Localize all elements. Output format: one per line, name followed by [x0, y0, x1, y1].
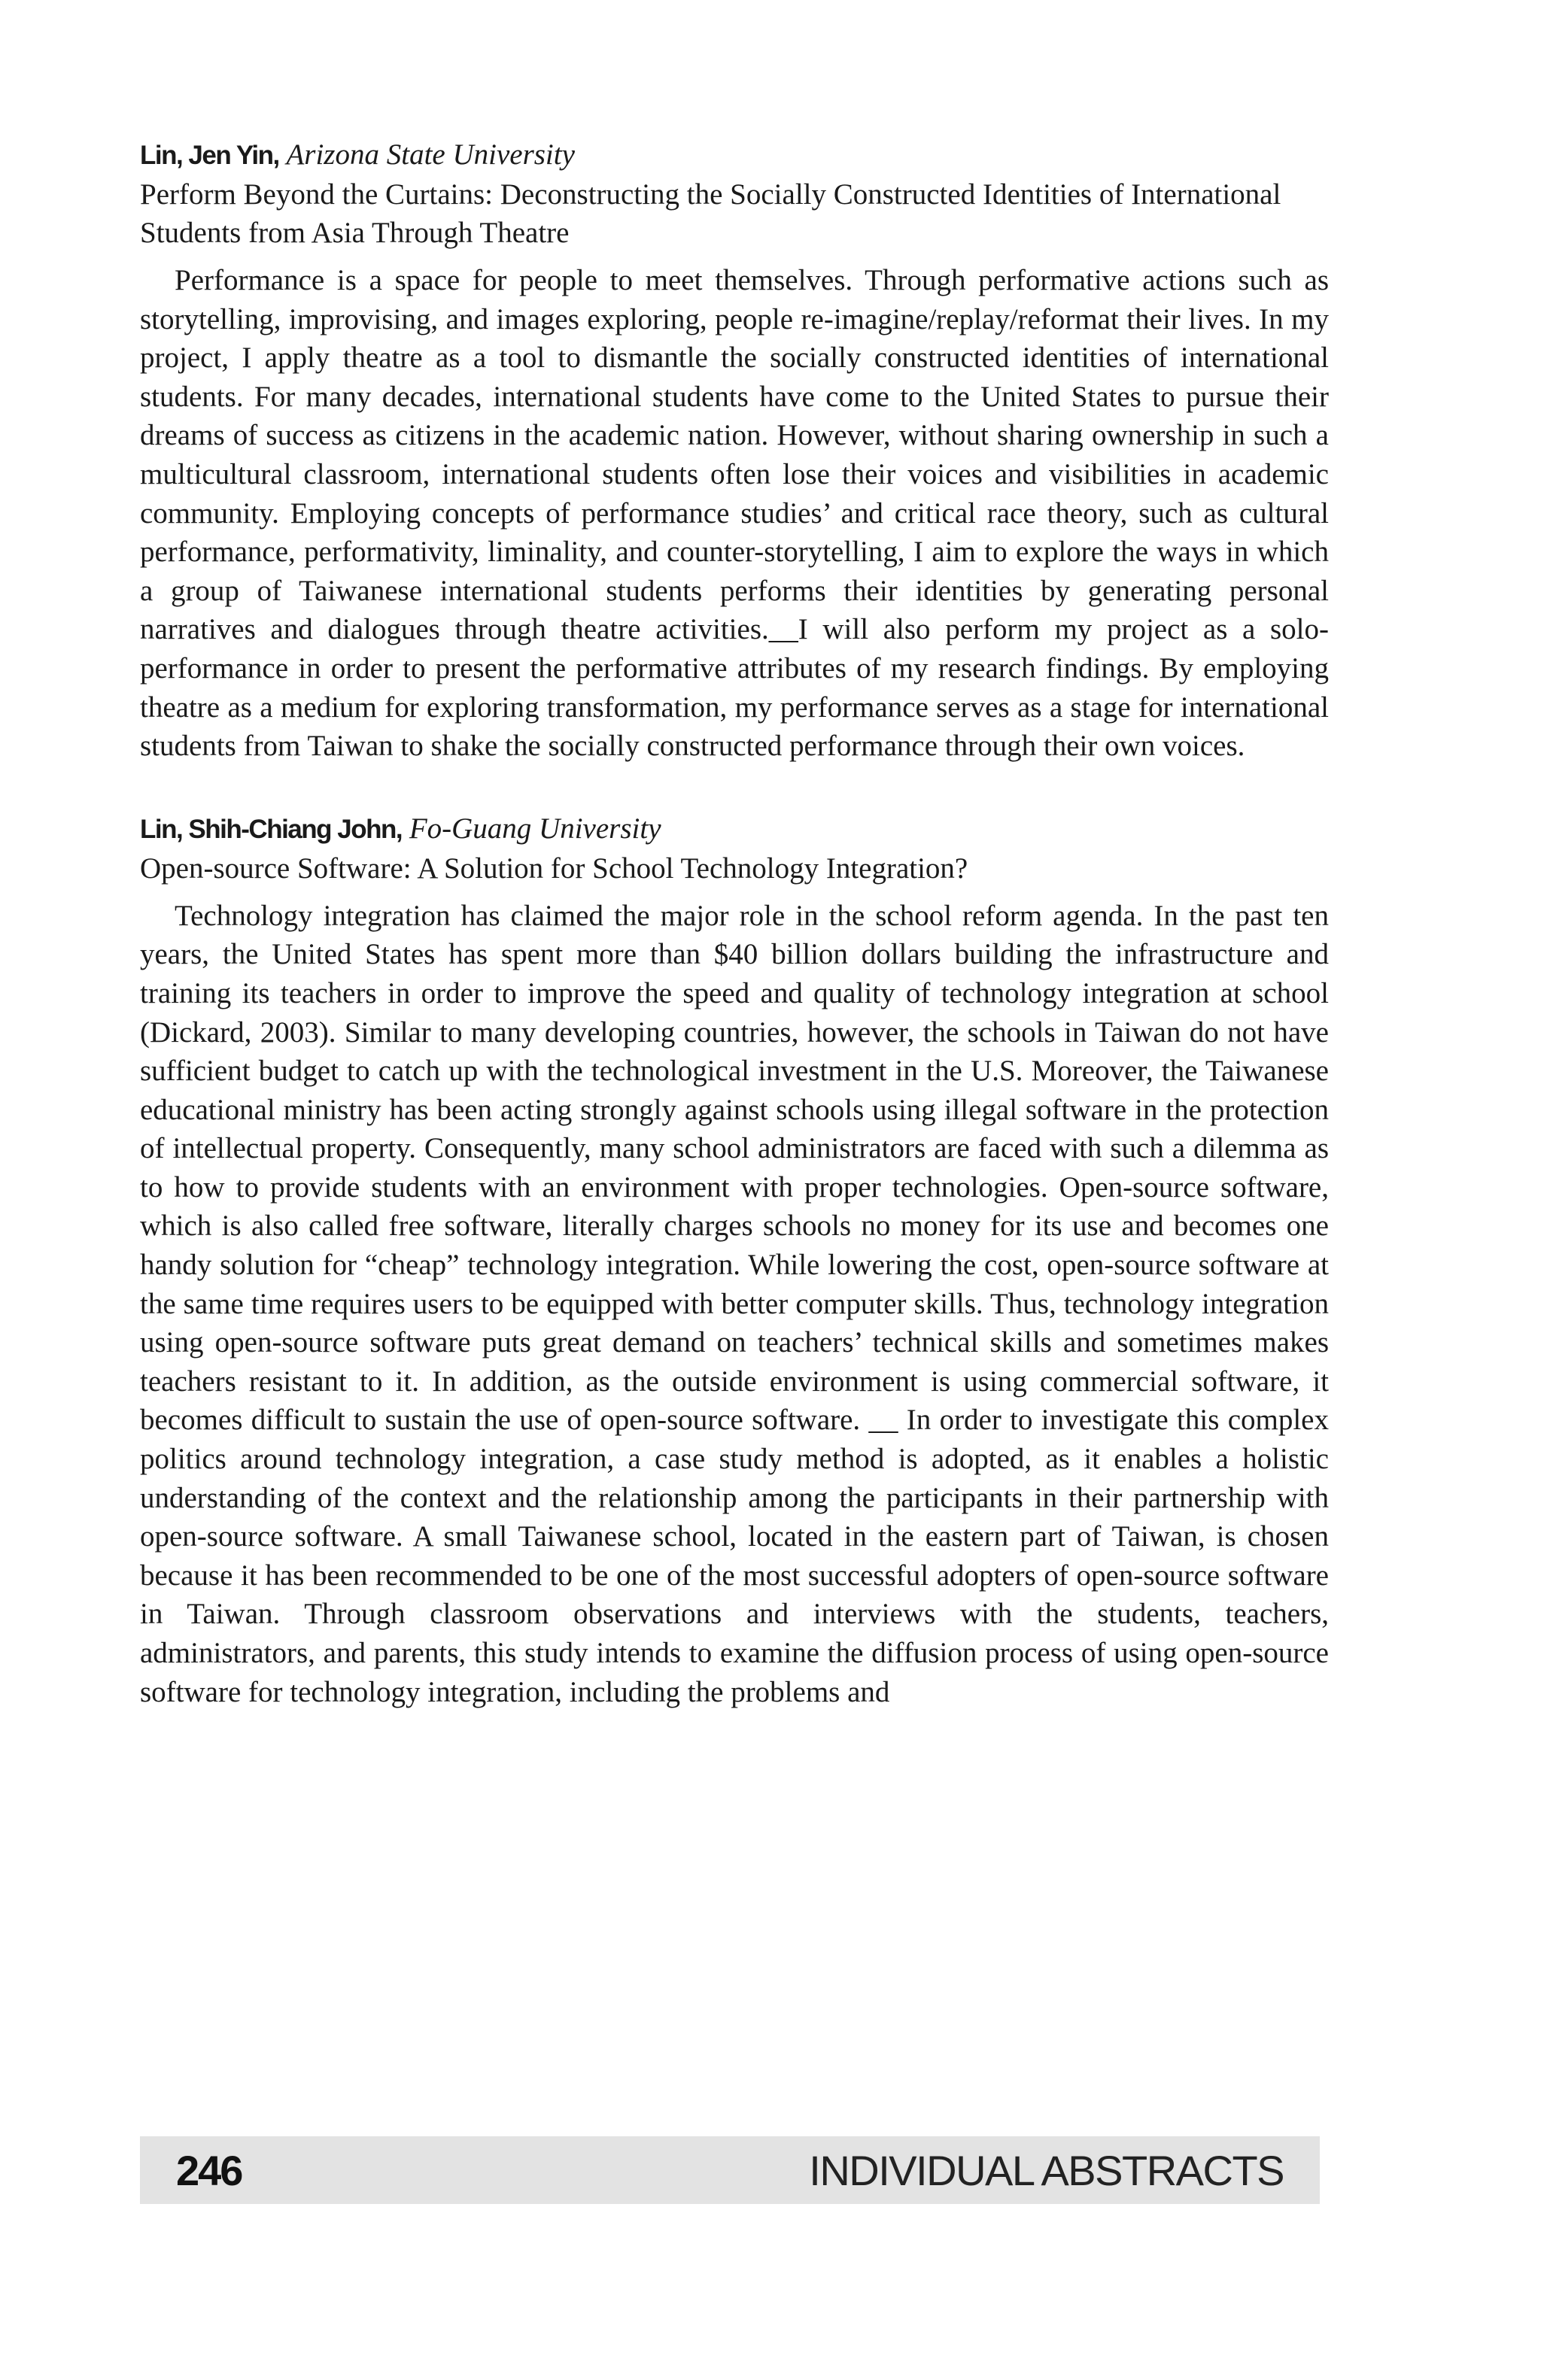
affiliation: Fo-Guang University: [409, 812, 661, 845]
author-name: Lin, Jen Yin,: [140, 141, 279, 170]
author-name: Lin, Shih-Chiang John,: [140, 814, 403, 844]
author-line: [140, 809, 1329, 849]
abstract-body: Technology integration has claimed the major role in the school reform agenda. In the past ten years, the United States has spent more than $40 billion dollars building the infrastructure and training its teachers in order to improve the speed and quality of technology integration at school (Dickard, 2003). Similar to many developing countries, however, the schools in Taiwan do not have sufficient budget to catch up with the technological investment in the U.S. Moreover, the Taiwanese educational ministry has been acting strongly against schools using illegal software in the protection of intellectual property. Consequently, many school administrators are faced with such a dilemma as to how to provide students with an environment with proper technologies. Open-source software, which is also called free software, literally charges schools no money for its use and becomes one handy solution for “cheap” technology integration. While lowering the cost, open-source software at the same time requires users to be equipped with better computer skills. Thus, technology integration using open-source software puts great demand on teachers’ technical skills and sometimes makes teachers resistant to it. In addition, as the outside environment is using commercial software, it becomes difficult to sustain the use of open-source software. __ In order to investigate this complex politics around technology integration, a case study method is adopted, as it enables a holistic understanding of the context and the relationship among the participants in their partnership with open-source software. A small Taiwanese school, located in the eastern part of Taiwan, is chosen because it has been recommended to be one of the most successful adopters of open-source software in Taiwan. Through classroom observations and interviews with the students, teachers, administrators, and parents, this study intends to examine the diffusion process of using open-source software for technology integration, including the problems and: [140, 899, 1329, 1708]
abstract-body: Performance is a space for people to meet themselves. Through performative actions such as storytelling, improvising, and images exploring, people re-imagine/replay/reformat their lives. In my project, I apply theatre as a tool to dismantle the socially constructed identities of international students. For many decades, international students have come to the United States to pursue their dreams of success as citizens in the academic nation. However, without sharing ownership in such a multicultural classroom, international students often lose their voices and visibilities in academic community. Employing concepts of performance studies’ and critical race theory, such as cultural performance, performativity, liminality, and counter-storytelling, I aim to explore the ways in which a group of Taiwanese international students performs their identities by generating personal narratives and dialogues through theatre activities.__I will also perform my project as a solo-performance in order to present the performative attributes of my research findings. By employing theatre as a medium for exploring transformation, my performance serves as a stage for international students from Taiwan to shake the socially constructed performance through their own voices.: [140, 264, 1329, 763]
abstract-entry: [140, 135, 1329, 766]
section-label: INDIVIDUAL ABSTRACTS: [809, 2146, 1284, 2194]
abstract-title: Open-source Software: A Solution for School Technology Integration?: [140, 852, 968, 885]
page-content: [140, 135, 1329, 1755]
affiliation: Arizona State University: [286, 138, 575, 171]
author-line: [140, 135, 1329, 175]
page-number: 246: [176, 2146, 242, 2194]
abstract-title: Perform Beyond the Curtains: Deconstructing the Socially Constructed Identities of International Students from Asia Through Theatre: [140, 178, 1281, 249]
abstract-entry: [140, 809, 1329, 1711]
page-footer: [140, 2136, 1320, 2204]
